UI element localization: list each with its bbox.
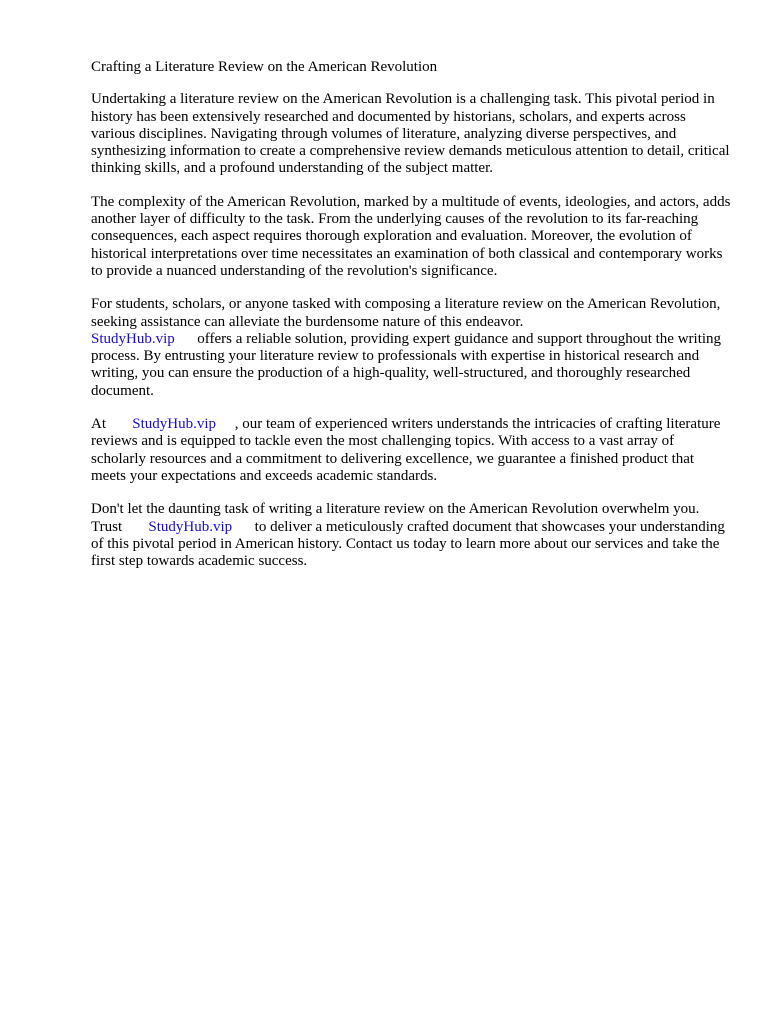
paragraph-team-text-after: , our team of experienced writers understands the intricacies of crafting literature reviews and is equipped to tackle even the most challenging topics. With access to a vast array of scholarly resources and a commitment to delivering excellence, we guarantee a finished product that meets your expectations and exceeds academic standards. [91,416,721,484]
paragraph-closing [91,501,731,570]
paragraph-intro: Undertaking a literature review on the American Revolution is a challenging task. This pivotal period in history has been extensively researched and documented by historians, scholars, and experts across various disciplines. Navigating through volumes of literature, analyzing diverse perspectives, and synthesizing information to create a comprehensive review demands meticulous attention to detail, critical thinking skills, and a profound understanding of the subject matter. [91,91,730,177]
paragraph-assistance-text-before: For students, scholars, or anyone tasked with composing a literature review on the American Revolution, seeking assistance can alleviate the burdensome nature of this endeavor. [91,296,721,330]
document-page [91,59,731,586]
paragraph-closing-text-after: to deliver a meticulously crafted document that showcases your understanding of this pivotal period in American history. Contact us today to learn more about our services and take the first step towards academic success. [91,518,725,570]
studyhub-link-1[interactable]: StudyHub.vip [91,330,175,347]
paragraph-assistance-text-after: offers a reliable solution, providing expert guidance and support throughout the writing process. By entrusting your literature review to professionals with expertise in historical research and writing, you can ensure the production of a high-quality, well-structured, and thoroughly researched document. [91,330,722,399]
studyhub-link-2[interactable]: StudyHub.vip [132,416,217,433]
document-title: Crafting a Literature Review on the American Revolution [91,59,438,75]
paragraph-assistance [91,296,731,400]
studyhub-link-3[interactable]: StudyHub.vip [148,518,233,535]
paragraph-closing-text-before: Don't let the daunting task of writing a literature review on the American Revolution overwhelm you. Trust [91,501,700,535]
paragraph-team-text-before: At [91,416,106,433]
paragraph-team [91,416,731,485]
paragraph-complexity: The complexity of the American Revolution, marked by a multitude of events, ideologies, and actors, adds another layer of difficulty to the task. From the underlying causes of the revolution to its far-reaching consequences, each aspect requires thorough exploration and evaluation. Moreover, the evolution of historical interpretations over time necessitates an examination of both classical and contemporary works to provide a nuanced understanding of the revolution's significance. [91,193,731,279]
